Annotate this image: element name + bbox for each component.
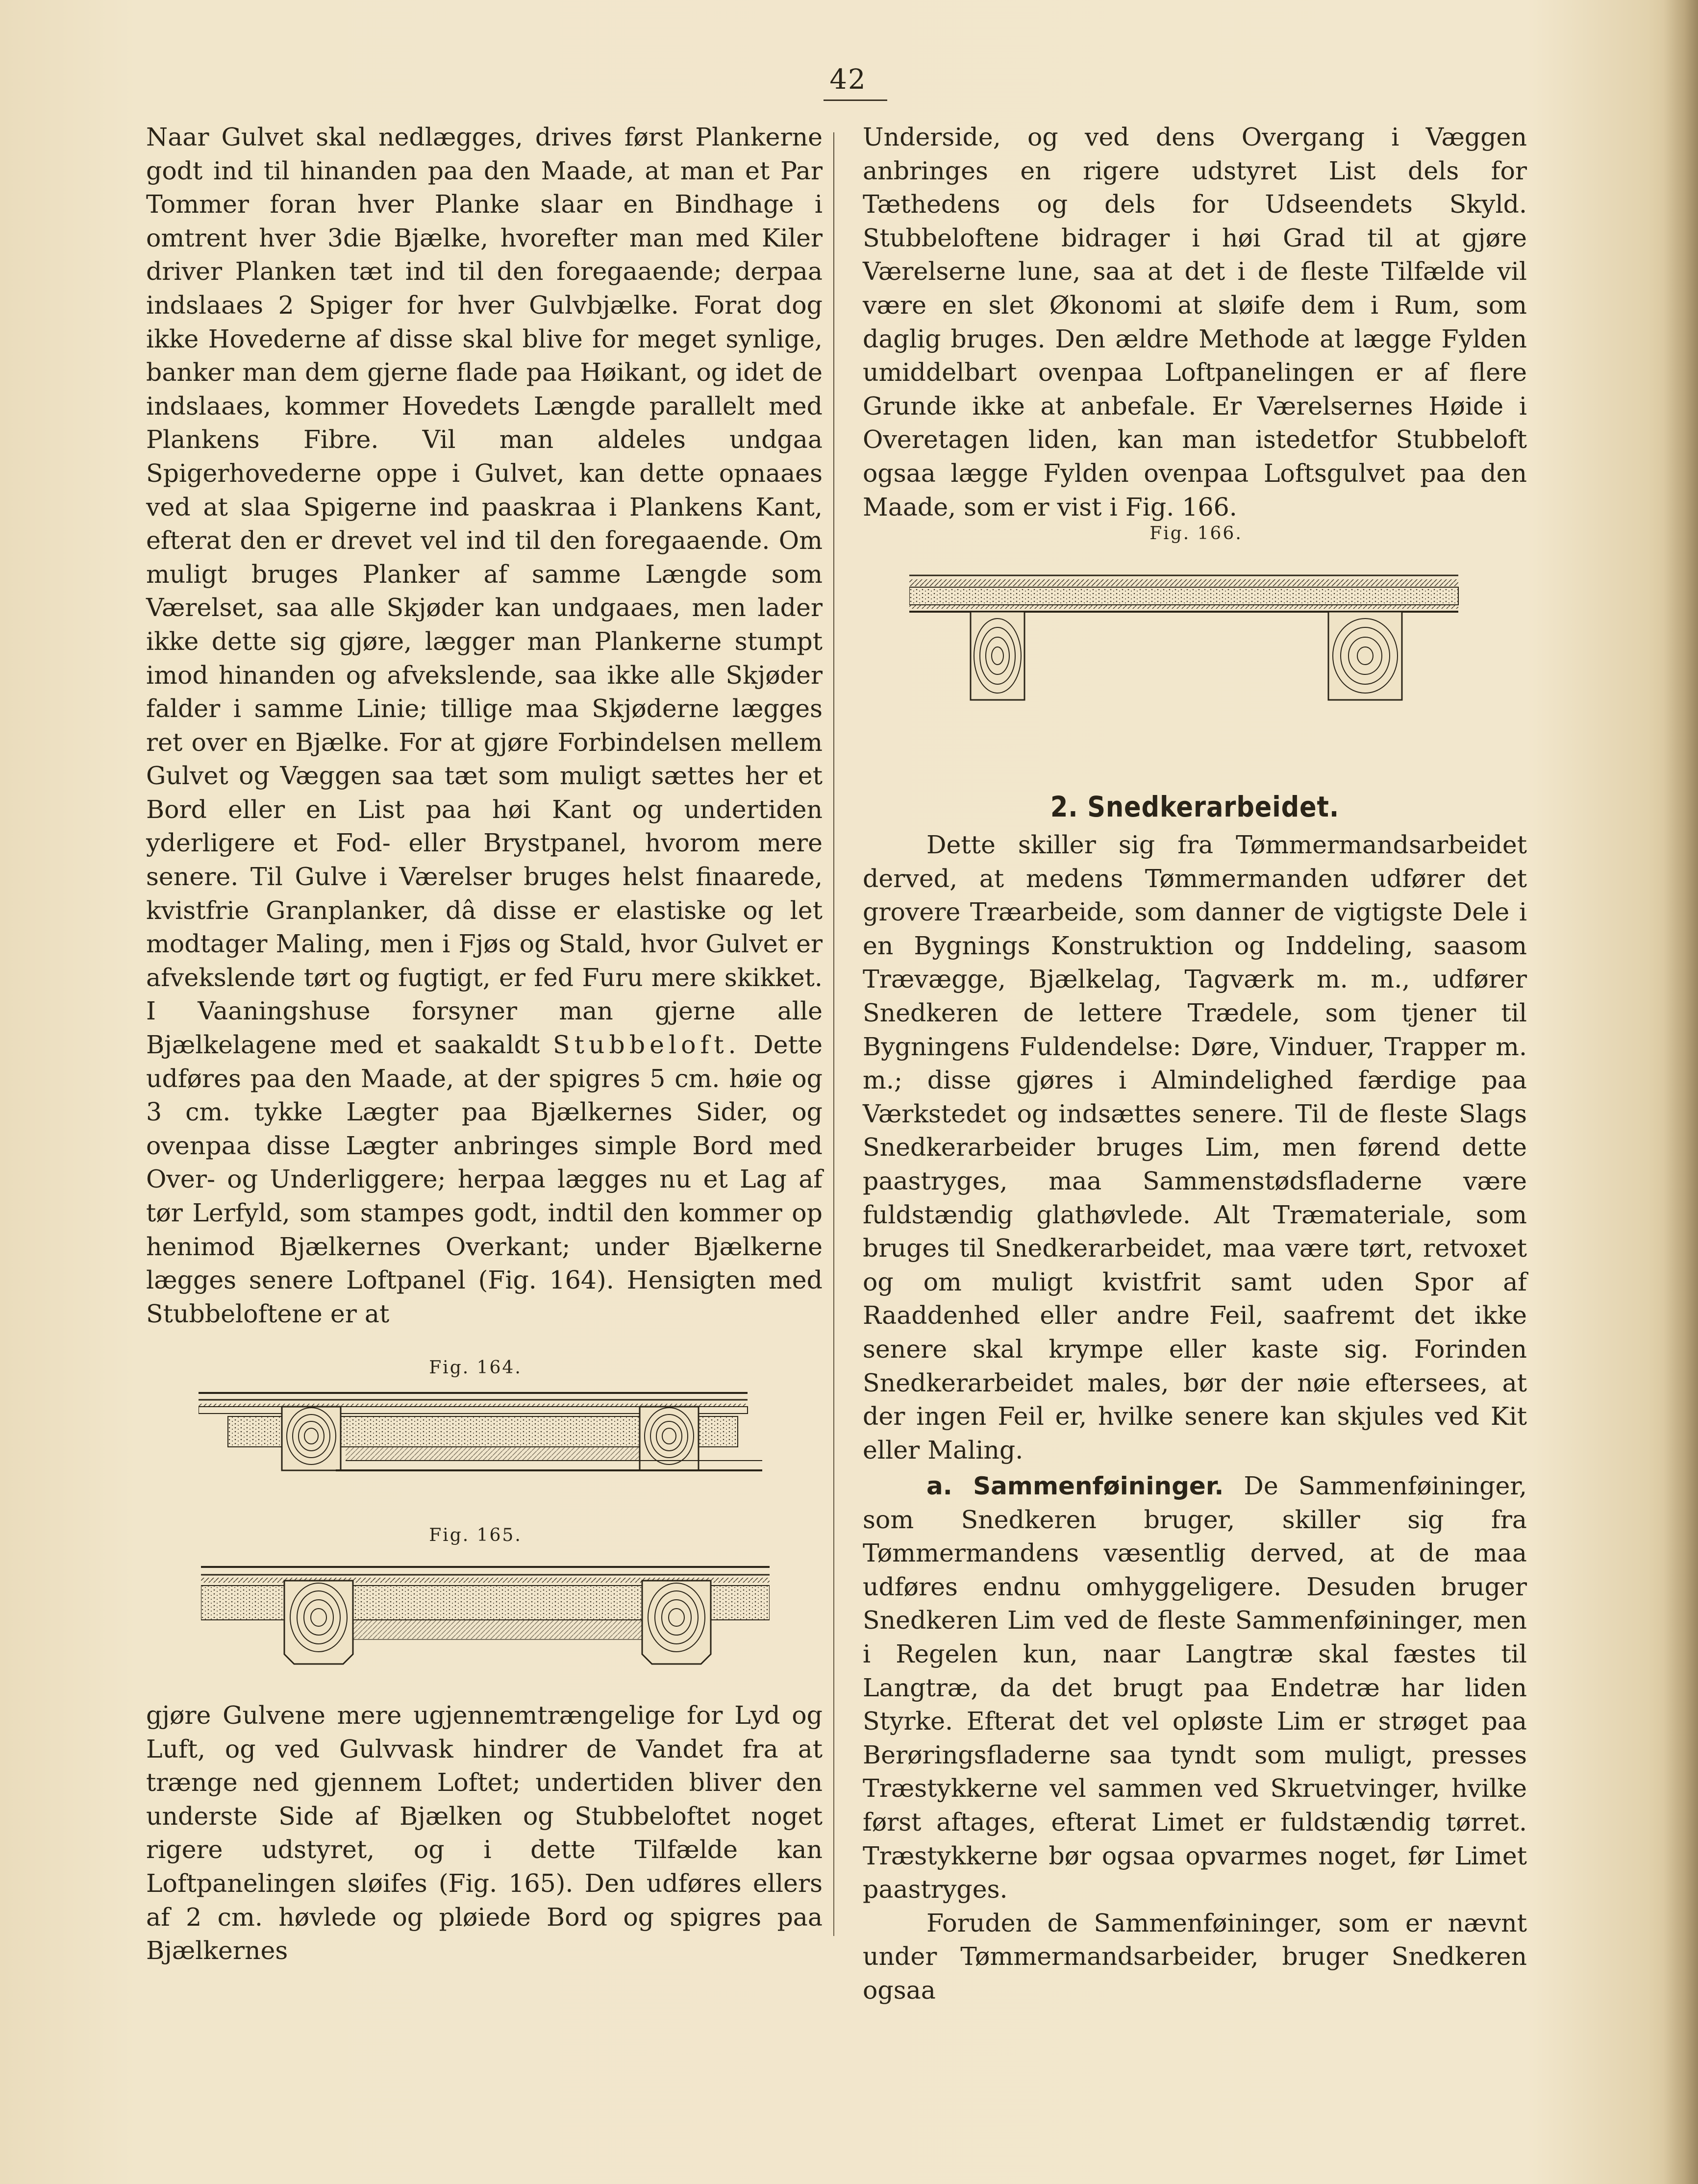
page-number-rule: [824, 99, 887, 101]
right-column-text-section-a: [863, 1469, 1527, 2008]
fig-164-illustration: [199, 1387, 767, 1485]
left-paragraph-1-end: Dette udføres paa den Maade, at der spigres 5 cm. høie og 3 cm. tykke Lægter paa Bjælkernes Sider, og ovenpaa disse Lægter anbringes simple Bord med Over- og Underliggere; herpaa lægges nu et Lag af tør Lerfyld, som stampes godt, indtil den kommer op henimod Bjælkernes Overkant; under Bjælkerne lægges senere Loftpanel (Fig. 164). Hensigten med Stubbeloftene er at: [146, 1030, 823, 1328]
right-paragraph-1: Underside, og ved dens Overgang i Væggen anbringes en rigere udstyret List dels for Tæthedens og dels for Udseendets Skyld. Stubbeloftene bidrager i høi Grad til at gjøre Værelserne lune, saa at det i de fleste Tilfælde vil være en slet Økonomi at sløife dem i Rum, som daglig bruges. Den ældre Methode at lægge Fylden umiddelbart ovenpaa Loftpanelingen er af flere Grunde ikke at anbefale. Er Værelsernes Høide i Overetagen liden, kan man istedetfor Stubbeloft ogsaa lægge Fylden ovenpaa Loftsgulvet paa den Maade, som er vist i Fig. 166.: [863, 123, 1527, 521]
fig-165-caption: Fig. 165.: [429, 1525, 522, 1545]
fig-166-illustration: [909, 572, 1463, 710]
right-column-text: [863, 121, 1527, 524]
fig-165-illustration: [201, 1561, 770, 1679]
left-column-text-continued: [146, 1699, 823, 1968]
right-paragraph-3-body: De Sammenføininger, som Snedkeren bruger, skiller sig fra Tømmermandens væsentlig derved, at de maa udføres endnu omhyggeligere. Desuden bruger Snedkeren Lim ved de fleste Sammenføininger, men i Regelen kun, naar Langtræ skal fæstes til Langtræ, da det brugt paa Endetræ har liden Styrke. Efterat det vel opløste Lim er strøget paa Berøringsfladerne saa tyndt som muligt, presses Træstykkerne vel sammen ved Skruetvinger, hvilke først aftages, efterat Limet er fuldstændig tørret. Træstykkerne bør ogsaa opvarmes noget, før Limet paastryges.: [863, 1471, 1527, 1904]
fig-166-caption: Fig. 166.: [1149, 523, 1243, 544]
left-column-text: [146, 121, 823, 1331]
right-paragraph-2: Dette skiller sig fra Tømmermandsarbeidet derved, at medens Tømmermanden udfører det grovere Træarbeide, som danner de vigtigste Dele i en Bygnings Konstruktion og Inddeling, saasom Trævægge, Bjælkelag, Tagværk m. m., udfører Snedkeren de lettere Trædele, som tjener til Bygningens Fuldendelse: Døre, Vinduer, Trapper m. m.; disse gjøres i Almindelighed færdige paa Værkstedet og indsættes senere. Til de fleste Slags Snedkerarbeider bruges Lim, men førend dette paastryges, maa Sammenstødsfladerne være fuldstændig glathøvlede. Alt Træmateriale, som bruges til Snedkerarbeidet, maa være tørt, retvoxet og om muligt kvistfrit samt uden Spor af Raaddenhed eller andre Feil, saafremt det ikke senere skal krympe eller kaste sig. Forinden Snedkerarbeidet males, bør der nøie eftersees, at der ingen Feil er, hvilke senere kan skjules ved Kit eller Maling.: [863, 830, 1527, 1464]
left-paragraph-1: [146, 121, 823, 1331]
page-number: 42: [829, 64, 867, 96]
term-stubbeloft: Stubbeloft.: [553, 1030, 741, 1060]
column-divider: [833, 132, 834, 1936]
page-edge-shadow: [1664, 0, 1698, 2184]
subheading-sammenfoininger: a. Sammenføininger.: [926, 1472, 1224, 1500]
right-paragraph-3: [863, 1469, 1527, 1907]
section-heading-snedkerarbeidet: 2. Snedkerarbeidet.: [1050, 790, 1340, 823]
left-paragraph-2: gjøre Gulvene mere ugjennemtrængelige for Lyd og Luft, og ved Gulvvask hindrer de Vandet fra at trænge ned gjennem Loftet; undertiden bliver den underste Side af Bjælken og Stubbeloftet noget rigere udstyret, og i dette Tilfælde kan Loftpanelingen sløifes (Fig. 165). Den udføres ellers af 2 cm. høvlede og pløiede Bord og spigres paa Bjælkernes: [146, 1701, 823, 1965]
right-paragraph-4: Foruden de Sammenføininger, som er nævnt under Tømmermandsarbeider, bruger Snedkeren ogsaa: [863, 1908, 1527, 2005]
right-column-text-section-2: [863, 828, 1527, 1467]
left-paragraph-1-body: Naar Gulvet skal nedlægges, drives først Plankerne godt ind til hinanden paa den Maade, at man et Par Tommer foran hver Planke slaar en Bindhage i omtrent hver 3die Bjælke, hvorefter man med Kiler driver Planken tæt ind til den foregaaende; derpaa indslaaes 2 Spiger for hver Gulvbjælke. Forat dog ikke Hovederne af disse skal blive for meget synlige, banker man dem gjerne flade paa Høikant, og idet de indslaaes, kommer Hovedets Længde parallelt med Plankens Fibre. Vil man aldeles undgaa Spigerhovederne oppe i Gulvet, kan dette opnaaes ved at slaa Spigerne ind paaskraa i Plankens Kant, efterat den er drevet vel ind til den foregaaende. Om muligt bruges Planker af samme Længde som Værelset, saa alle Skjøder kan undgaaes, men lader ikke dette sig gjøre, lægger man Plankerne stumpt imod hinanden og afvekslende, saa ikke alle Skjøder falder i samme Linie; tillige maa Skjøderne lægges ret over en Bjælke. For at gjøre Forbindelsen mellem Gulvet og Væggen saa tæt som muligt sættes her et Bord eller en List paa høi Kant og undertiden yderligere et Fod- eller Brystpanel, hvorom mere senere. Til Gulve i Værelser bruges helst finaarede, kvistfrie Granplanker, dâ disse er elastiske og let modtager Maling, men i Fjøs og Stald, hvor Gulvet er afvekslende tørt og fugtigt, er fed Furu mere skikket. I Vaaningshuse forsyner man gjerne alle Bjælkelagene med et saakaldt: [146, 123, 823, 1060]
fig-164-caption: Fig. 164.: [429, 1358, 522, 1378]
